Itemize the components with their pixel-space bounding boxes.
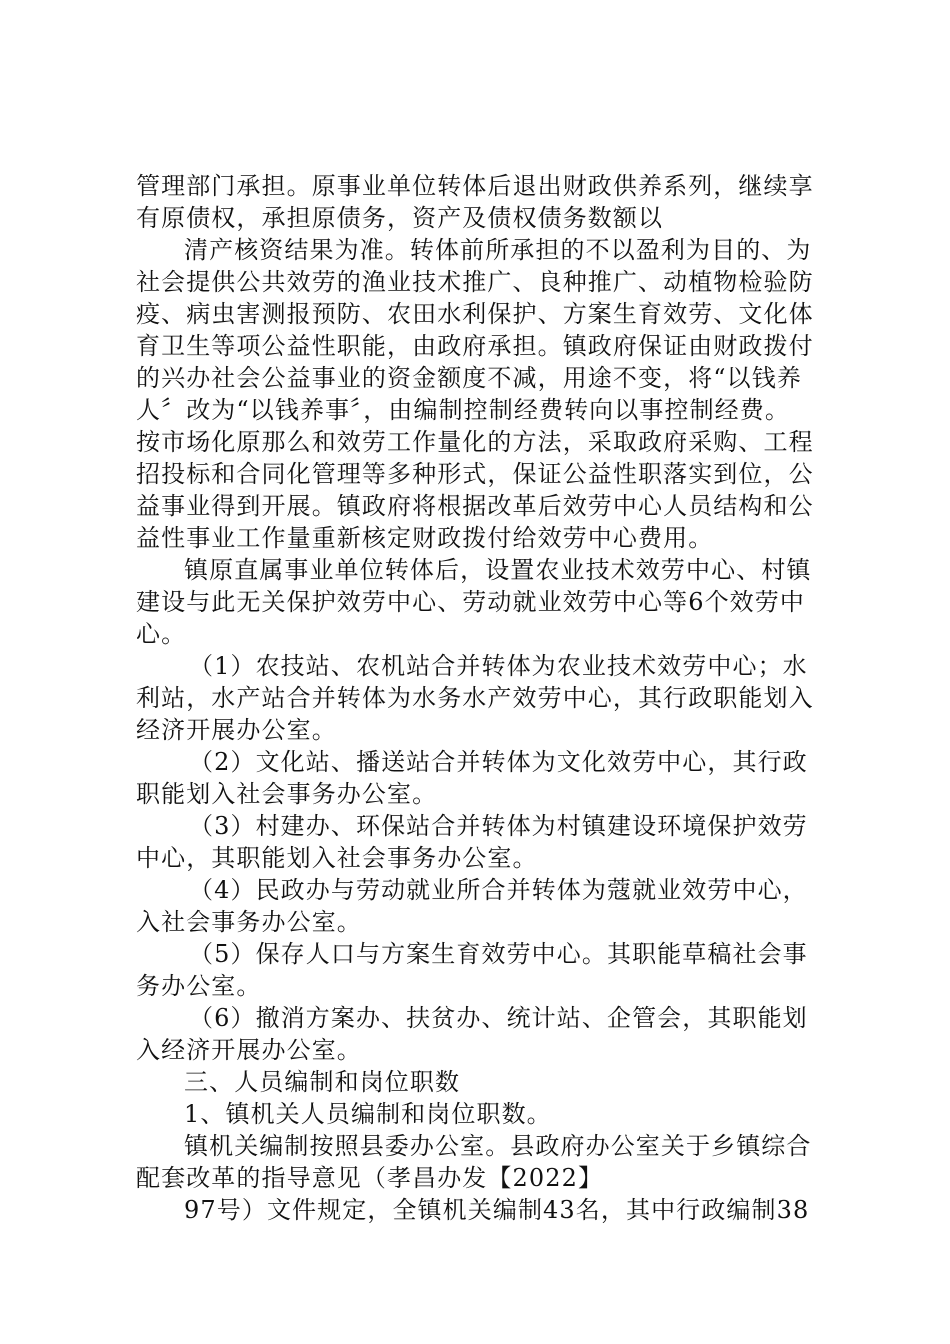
text-line: 务办公室。	[136, 972, 262, 1000]
text-line: 利站，水产站合并转体为水务水产效劳中心，其行政职能划入	[136, 684, 814, 712]
text-line: 育卫生等项公益性职能，由政府承担。镇政府保证由财政拨付	[136, 332, 814, 360]
text-line: 配套改革的指导意见（孝昌办发【2022】	[136, 1164, 604, 1192]
text-line: 中心，其职能划入社会事务办公室。	[136, 844, 538, 872]
text-line: 建设与此无关保护效劳中心、劳动就业效劳中心等6个效劳中	[136, 588, 805, 616]
list-item-start: （2）文化站、播送站合并转体为文化效劳中心，其行政	[189, 748, 808, 776]
text-line: 入社会事务办公室。	[136, 908, 362, 936]
text-line: 经济开展办公室。	[136, 716, 337, 744]
list-item-start: （3）村建办、环保站合并转体为村镇建设环境保护效劳	[189, 812, 808, 840]
text-line: 心。	[136, 620, 187, 648]
text-line: 的兴办社会公益事业的资金额度不减，用途不变，将“以钱养	[136, 364, 802, 392]
text-line: 疫、病虫害测报预防、农田水利保护、方案生育效劳、文化体	[136, 300, 814, 328]
paragraph-start: 镇机关编制按照县委办公室。县政府办公室关于乡镇综合	[184, 1132, 812, 1160]
text-line: 有原债权，承担原债务，资产及债权债务数额以	[136, 204, 664, 232]
text-line: 97号）文件规定，全镇机关编制43名，其中行政编制38	[184, 1196, 810, 1224]
text-line: 职能划入社会事务办公室。	[136, 780, 438, 808]
text-line: 社会提供公共效劳的渔业技术推广、良种推广、动植物检验防	[136, 268, 814, 296]
paragraph-start: 镇原直属事业单位转体后，设置农业技术效劳中心、村镇	[184, 556, 812, 584]
list-item-start: （1）农技站、农机站合并转体为农业技术效劳中心；水	[189, 652, 808, 680]
text-line: 管理部门承担。原事业单位转体后退出财政供养系列，继续享	[136, 172, 814, 200]
document-body	[136, 170, 826, 1226]
text-line: 入经济开展办公室。	[136, 1036, 362, 1064]
list-item-start: （6）撤消方案办、扶贫办、统计站、企管会，其职能划	[189, 1004, 808, 1032]
text-line: 按市场化原那么和效劳工作量化的方法，采取政府采购、工程	[136, 428, 814, 456]
subsection-heading: 1、镇机关人员编制和岗位职数。	[184, 1100, 552, 1128]
list-item-start: （5）保存人口与方案生育效劳中心。其职能草稿社会事	[189, 940, 808, 968]
text-line: 人〞改为“以钱养事〞，由编制控制经费转向以事控制经费。	[136, 396, 790, 424]
text-line: 招投标和合同化管理等多种形式，保证公益性职落实到位，公	[136, 460, 814, 488]
text-line: 益性事业工作量重新核定财政拨付给效劳中心费用。	[136, 524, 714, 552]
text-line: 益事业得到开展。镇政府将根据改革后效劳中心人员结构和公	[136, 492, 814, 520]
section-heading: 三、人员编制和岗位职数	[184, 1068, 461, 1096]
list-item-start: （4）民政办与劳动就业所合并转体为蔻就业效劳中心，	[189, 876, 808, 904]
paragraph-start: 清产核资结果为准。转体前所承担的不以盈利为目的、为	[184, 236, 812, 264]
